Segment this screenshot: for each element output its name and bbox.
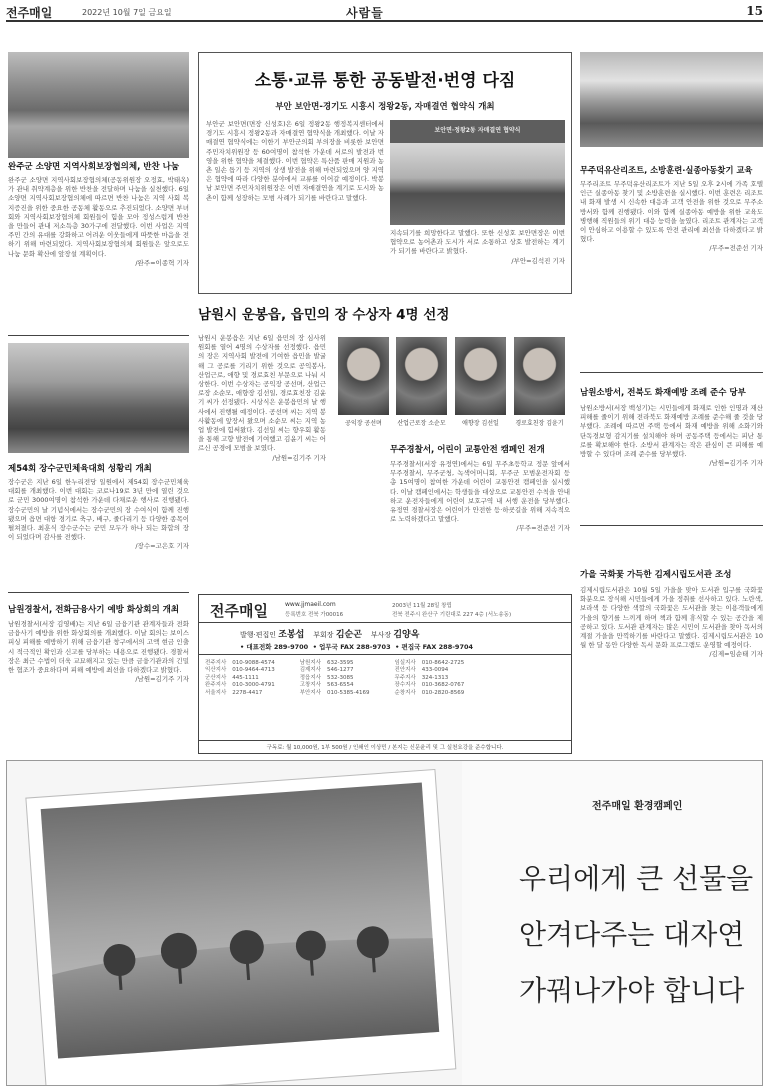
- branch-name: 부안지사: [299, 689, 321, 696]
- directory-row: [202, 675, 467, 682]
- winner-caption-4: 경로효친장 김윤기: [515, 420, 564, 427]
- wanju-headline: 완주군 소양면 지역사회보장협의체, 반찬 나눔: [8, 162, 180, 172]
- divider: [198, 622, 572, 623]
- publisher-address: 전북 전주시 완산구 기린대로 227 4층 (서노송동): [392, 612, 512, 618]
- gimje-body: 김제시립도서관은 10월 5일 가을을 맞아 도서관 입구를 국화꽃 화분으로 장식해 시민들에게 가을 정취를 선사하고 있다. 노란색, 보라색 등 다양한 색깔의 국화꽃은 도서관을 찾는 이용객들에게 가을의 향기를 느끼게 하며 책과 함께 휴식할 수 있는 공간을 제공하고 있다. 도서관 관계자는 많은 시민이 도서관을 찾아 독서의 계절 가을을 만끽하기를 바란다고 말했다. 김제시립도서관은 10월 한 달 동안 다양한 독서 문화 프로그램도 운영할 예정이다. /김제=임순태 기자: [580, 586, 763, 659]
- people-row: 발행·편집인 조봉섭 부회장 김순곤 부사장 김양옥: [240, 630, 420, 640]
- branch-name: 순창지사: [394, 689, 416, 696]
- masthead: [6, 4, 763, 22]
- branch-phone: 010-2820-8569: [421, 689, 465, 696]
- namwon-headline: 남원시 운봉읍, 읍민의 장 수상자 4명 선정: [198, 307, 450, 323]
- resort-headline: 무주덕유산리조트, 소방훈련·실종아동찾기 교육: [580, 165, 753, 175]
- police-body: 남원경찰서(서장 김영배)는 지난 6일 금융기관 관계자들과 전화금융사기 예방을 위한 화상회의를 개최했다. 이날 회의는 보이스피싱 피해를 예방하기 위해 금융기관 창구에서의 고액 현금 인출 시 적극적인 확인과 신고를 당부하는 내용으로 진행됐다. 경찰서장은 최근 수법이 더욱 교묘해지고 있는 만큼 금융기관과의 긴밀한 협조가 중요하다며 피해 예방에 최선을 다하겠다고 밝혔다. /남원=김기주 기자: [8, 620, 189, 684]
- lead-headline: 소통·교류 통한 공동발전·번영 다짐: [254, 71, 516, 91]
- branch-name: 장수지사: [394, 682, 416, 689]
- ad-slogan-line-3: 가꿔나가야 합니다: [519, 974, 745, 1007]
- divider: [8, 592, 189, 593]
- branch-phone: 010-5385-4169: [327, 689, 370, 696]
- branch-name: 김제지사: [299, 667, 321, 674]
- namwon-body: 남원시 운봉읍은 지난 6일 읍민의 장 심사위원회를 열어 4명의 수상자를 선정했다. 읍민의 장은 지역사회 발전에 기여한 읍민을 발굴해 그 공로를 기리기 위한 것으로 공익봉사, 산업근로, 애향 및 경로효친 부문으로 나눠 시상한다. 이번 수상자는 공익장 공선며, 산업근로장 소순모, 애향장 김선일, 경로효친장 김윤기 씨가 선정됐다. 시상식은 운봉읍민의 날 행사에서 진행될 예정이다. 공선며 씨는 지역 봉사활동에 앞장서 왔으며 소순모 씨는 지역 농업 발전에 힘써왔다. 김선일 씨는 향우회 활동을 통해 고향 발전에 기여했고 김윤기 씨는 어르신 공경에 모범을 보였다. /남원=김기주 기자: [198, 334, 326, 462]
- police-headline: 남원경찰서, 전화금융사기 예방 화상회의 개최: [8, 605, 180, 615]
- sports-photo: [8, 343, 189, 453]
- resort-photo: [580, 52, 763, 147]
- publisher-footer: 구독료: 월 10,000원, 1부 500원 / 인쇄인 이상민 / 본지는 신문윤리 및 그 실천요강을 준수합니다.: [266, 745, 504, 751]
- sports-headline: 제54회 장수군민체육대회 성황리 개최: [8, 464, 152, 474]
- wanju-body: 완주군 소양면 지역사회보장협의체(공동위원장 오정효, 박태옥)가 관내 취약계층을 위한 반찬을 전달하며 나눔을 실천했다. 6일 소양면 지역사회보장협의체에 따르면 반찬 나눔은 지역 사회 복지증진을 위한 중요한 공동체 활동으로 추진되었다. 소양면 부녀회와 지역사회보장협의체 회원들이 힘을 모아 정성스럽게 반찬을 만들어 관내 저소득층 30가구에 전달했다. 이번 사업은 지역 주민 간의 유대를 강화하고 어려운 이웃들에게 따뜻한 마음을 전하기 위해 마련되었다. 지역사회보장협의체 회원들은 앞으로도 나눔 문화 확산에 앞장설 계획이다. /완주=이종혁 기자: [8, 176, 189, 267]
- issue-date: 2022년 10월 7일 금요일: [82, 8, 172, 17]
- publisher-founded: 2003년 11월 28일 창립: [392, 603, 452, 609]
- branch-phone: 324-1313: [421, 674, 449, 681]
- branch-name: 무주지사: [394, 674, 416, 681]
- winner-photo-4: [514, 337, 565, 415]
- resort-body: 무주리조트 무주덕유산리조트가 지난 5일 오후 2시에 가족 호텔 인근 실종아동 찾기 및 소방훈련을 실시했다. 이번 훈련은 리조트 내 화재 발생 시 신속한 대응과 고객 안전을 위한 것으로 무주소방서와 함께 진행됐다. 이와 함께 실종아동 예방을 위한 교육도 병행해 직원들의 위기 대응 능력을 높였다. 리조트 관계자는 고객이 안심하고 이용할 수 있도록 안전 관리에 최선을 다하겠다고 밝혔다. /무주=전준선 기자: [580, 180, 763, 253]
- branch-directory: [202, 660, 467, 697]
- winner-photo-1: [338, 337, 389, 415]
- branch-name: 익산지사: [205, 667, 227, 674]
- divider: [198, 654, 572, 655]
- directory-row: [202, 667, 467, 674]
- winner-caption-2: 산업근로장 소순모: [397, 420, 446, 427]
- gimje-headline: 가을 국화꽃 가득한 김제시립도서관 조성: [580, 570, 732, 580]
- ad-slogan-line-2: 안겨다주는 대자연: [519, 918, 745, 951]
- sports-body: 장수군은 지난 6일 한누리전당 일원에서 제54회 장수군민체육대회를 개최했다. 이번 대회는 코로나19로 3년 만에 열린 것으로 군민 3000여명이 참석한 가운데 다채로운 행사로 진행됐다. 장수군민의 날 기념식에서는 장수군민의 장 수여식이 함께 진행됐으며 읍면 대항 경기로 축구, 배구, 줄다리기 등 다양한 종목이 펼쳐졌다. 최훈식 장수군수는 군민 모두가 하나 되는 화합의 장이 되었다며 감사를 전했다. /장수=고은호 기자: [8, 478, 189, 551]
- branch-name: 완주지사: [205, 682, 227, 689]
- directory-row: [202, 690, 467, 697]
- ad-slogan-line-1: 우리에게 큰 선물을: [519, 862, 754, 895]
- publisher-logo: 전주매일: [210, 602, 268, 620]
- branch-phone: 445-1111: [232, 674, 259, 681]
- page-number: 15: [746, 4, 763, 18]
- branch-phone: 2278-4417: [232, 689, 263, 696]
- branch-phone: 563-6554: [327, 682, 354, 689]
- winner-photo-3: [455, 337, 506, 415]
- branch-name: 전주지사: [205, 660, 227, 666]
- lead-photo: [390, 120, 565, 225]
- winner-caption-3: 애향장 김선일: [462, 420, 499, 427]
- branch-name: 진안지사: [394, 667, 416, 674]
- branch-phone: 546-1277: [327, 667, 354, 674]
- section-title: 사람들: [346, 6, 384, 20]
- lead-subheadline: 부안 보안면-경기도 시흥시 정왕2동, 자매결연 협약식 개최: [275, 102, 495, 112]
- winner-photo-2: [396, 337, 447, 415]
- photo-banner-text: 보안면·정왕2동 자매결연 협약식: [434, 127, 521, 134]
- ad-campaign-title: 전주매일 환경캠페인: [592, 801, 683, 812]
- wanju-photo: [8, 52, 189, 158]
- branch-name: 군산지사: [205, 674, 227, 681]
- branch-phone: 433-0094: [421, 667, 449, 674]
- directory-row: [202, 682, 467, 689]
- branch-name: 남원지사: [299, 660, 321, 666]
- lead-body-left: 부안군 보안면(면장 신성호)은 6일 정왕2동 행정복지센터에서 경기도 시흥시 정왕2동과 자매결연 협약식을 개최했다. 이날 자매결연 협약식에는 이한기 부안군의회 부의장을 비롯한 보안면 주민자치위원장 등 60여명이 참석한 가운데 서로의 발전과 번영을 위한 협약을 체결했다. 이번 협약은 특산품 판매 지원과 농촌 일손 돕기 등 지역의 상생 발전을 위해 마련되었으며 양 지역은 협약에 따라 다양한 분야에서 교류를 이어갈 예정이다. 박봉남 보안면 주민자치위원장은 이번 자매결연을 계기로 도시와 농촌이 함께 성장하는 모범 사례가 되기를 바란다고 말했다.: [206, 120, 384, 202]
- branch-phone: 632-3595: [327, 660, 354, 666]
- phone-row: • 대표전화 289-9700 • 업무국 FAX 288-9703 • 편집국 FAX 288-9704: [240, 643, 474, 651]
- branch-phone: 010-8642-2725: [421, 660, 465, 666]
- lead-body-right: 지속되기를 희망한다고 말했다. 또한 신성호 보안면장은 이번 협약으로 농어촌과 도시가 서로 소통하고 상호 발전하는 계기가 되기를 바란다고 밝혔다. /부안=김석진 기자: [390, 229, 565, 265]
- divider: [8, 335, 189, 336]
- environment-ad: [6, 760, 763, 1086]
- publisher-reg: 등록번호 전북 가00016: [285, 612, 344, 618]
- winner-caption-1: 공익장 공선며: [345, 420, 382, 427]
- divider: [580, 372, 763, 373]
- branch-name: 고창지사: [299, 682, 321, 689]
- directory-row: [202, 660, 467, 667]
- divider: [580, 525, 763, 526]
- branch-phone: 010-9088-4574: [232, 660, 275, 666]
- branch-phone: 532-3085: [327, 674, 354, 681]
- branch-name: 정읍지사: [299, 674, 321, 681]
- muju-police-body: 무주경찰서(서장 유정연)에서는 6일 무주초등학교 정문 앞에서 무주경찰서, 무주군청, 녹색어머니회, 무주군 모범운전자회 등 총 15여명이 참여한 가운데 어린이 교통안전 캠페인을 실시했다. 이날 캠페인에서는 학생들을 대상으로 교통안전 수칙을 안내하고 운전자들에게 어린이 보호구역 내 서행 운전을 당부했다. 유정연 경찰서장은 어린이가 안전한 등·하굣길을 위해 지속적으로 노력하겠다고 말했다. /무주=전준선 기자: [390, 460, 570, 533]
- branch-phone: 010-3000-4791: [232, 682, 275, 689]
- branch-name: 서울지사: [205, 689, 227, 696]
- fire-headline: 남원소방서, 전북도 화재예방 조례 준수 당부: [580, 388, 746, 398]
- publisher-url: www.jjmaeil.com: [285, 601, 336, 608]
- muju-police-headline: 무주경찰서, 어린이 교통안전 캠페인 전개: [390, 445, 545, 455]
- branch-name: 임실지사: [394, 660, 416, 666]
- fire-body: 남원소방서(서장 백성기)는 시민들에게 화재로 인한 인명과 재산 피해를 줄이기 위해 전라북도 화재예방 조례를 준수해 줄 것을 당부했다. 조례에 따르면 주택 등에서 화재 예방을 위해 소화기와 단독경보형 감지기를 설치해야 하며 공동주택 등에서는 피난 통로를 확보해야 한다. 소방서 관계자는 작은 관심이 큰 피해를 예방할 수 있다며 조례 준수를 당부했다. /남원=김기주 기자: [580, 404, 763, 468]
- branch-phone: 010-9464-4713: [232, 667, 275, 674]
- branch-phone: 010-3682-0767: [421, 682, 465, 689]
- divider: [198, 740, 572, 741]
- paper-name: 전주매일: [6, 6, 53, 20]
